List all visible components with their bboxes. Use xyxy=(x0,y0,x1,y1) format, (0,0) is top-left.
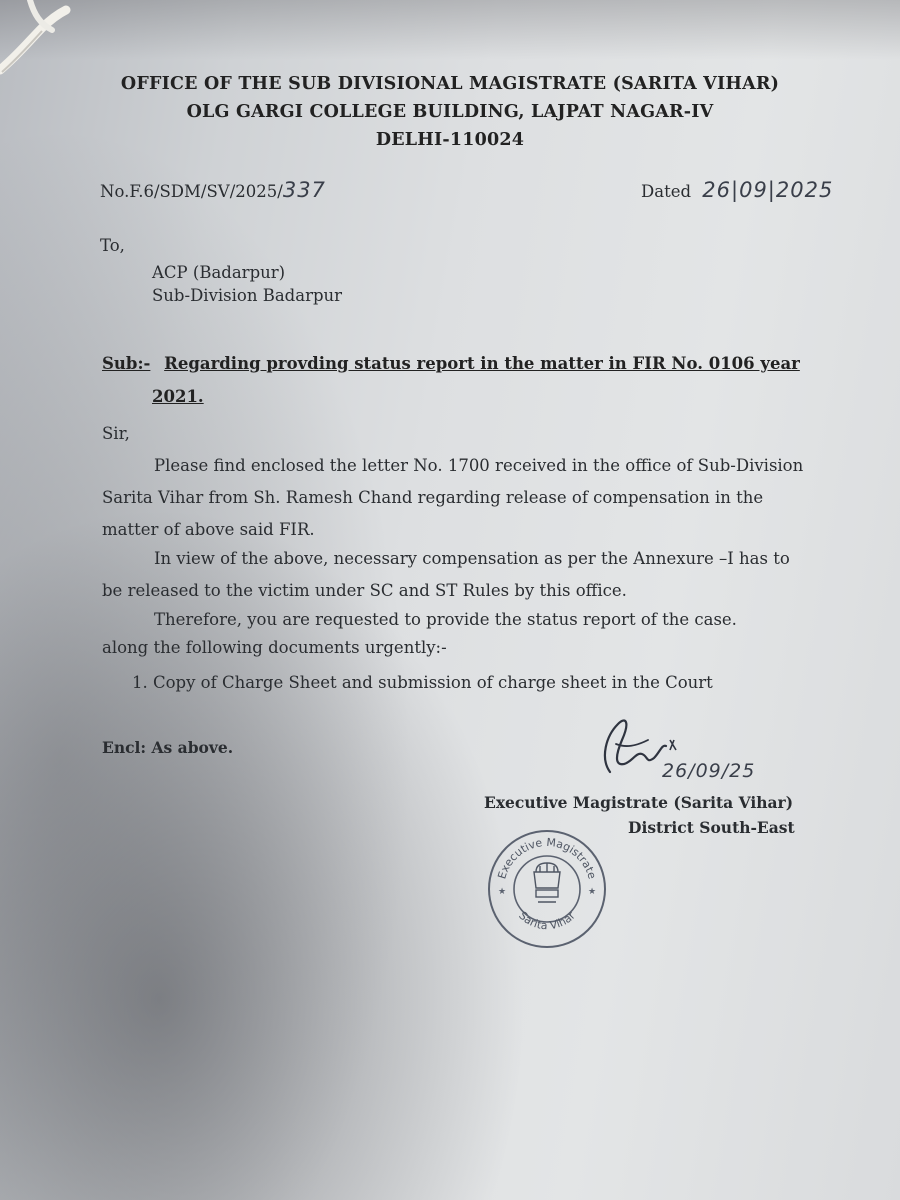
official-stamp-icon xyxy=(484,826,610,952)
svg-text:★: ★ xyxy=(498,887,507,897)
subject-label: Sub:- xyxy=(102,354,151,373)
subject-text-line-1: Regarding provding status report in the matter in FIR No. 0106 year xyxy=(164,354,800,373)
stamp-top-text: Executive Magistrate xyxy=(495,835,599,881)
paragraph-2-line-2: be released to the victim under SC and ST Rules by this office. xyxy=(102,581,627,600)
paragraph-1-line-3: matter of above said FIR. xyxy=(102,520,315,539)
paragraph-1-line-2: Sarita Vihar from Sh. Ramesh Chand regarding release of compensation in the xyxy=(102,488,764,507)
subject-block xyxy=(102,354,842,406)
reference-number-handwritten: 337 xyxy=(282,178,326,202)
addressee-line-2: Sub-Division Badarpur xyxy=(152,286,343,305)
enclosure-note: Encl: As above. xyxy=(102,738,234,757)
paragraph-2-line-1: In view of the above, necessary compensation as per the Annexure –I has to xyxy=(154,549,790,568)
reference-number xyxy=(100,178,326,202)
letterhead-line-3: DELHI-110024 xyxy=(375,130,525,150)
emblem-icon xyxy=(534,863,560,902)
dated-label: Dated xyxy=(641,182,692,201)
stamp-bottom-text: Sarita Vihar xyxy=(516,909,578,933)
letterhead-line-2: OLG GARGI COLLEGE BUILDING, LAJPAT NAGAR-IV xyxy=(186,102,714,122)
page-shadow xyxy=(0,0,900,60)
letterhead-line-1: OFFICE OF THE SUB DIVISIONAL MAGISTRATE (SARITA VIHAR) xyxy=(120,74,780,94)
salutation: Sir, xyxy=(102,424,130,443)
svg-text:★: ★ xyxy=(588,887,597,897)
subject-text-line-2: 2021. xyxy=(152,387,204,406)
date-line xyxy=(641,178,833,202)
addressee-to: To, xyxy=(100,236,125,255)
addressee-line-1: ACP (Badarpur) xyxy=(152,263,286,282)
paragraph-3-line-1: Therefore, you are requested to provide the status report of the case. xyxy=(154,610,737,629)
reference-number-printed: No.F.6/SDM/SV/2025/ xyxy=(100,182,283,201)
svg-text:Sarita Vihar xyxy=(516,909,578,932)
paragraph-3 xyxy=(102,604,842,664)
document-list-item: 1. Copy of Charge Sheet and submission of charge sheet in the Court xyxy=(132,673,713,692)
date-handwritten: 26|09|2025 xyxy=(702,178,834,202)
paragraph-1 xyxy=(102,450,842,546)
paragraph-2 xyxy=(102,543,842,607)
paragraph-3-line-2: along the following documents urgently:- xyxy=(102,638,447,657)
signatory-district: District South-East xyxy=(628,818,795,837)
paragraph-1-line-1: Please find enclosed the letter No. 1700 received in the office of Sub-Division xyxy=(154,456,804,475)
signature-date-handwritten: 26/09/25 xyxy=(662,760,756,782)
signatory-designation: Executive Magistrate (Sarita Vihar) xyxy=(484,793,794,812)
